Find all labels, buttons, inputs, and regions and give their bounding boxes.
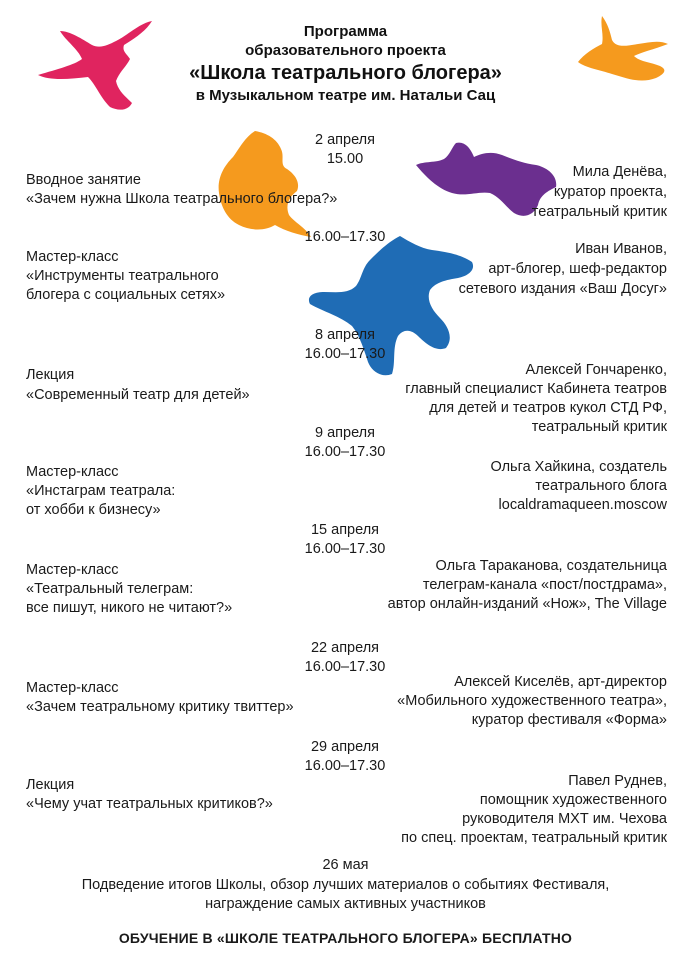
session-speaker: телеграм-канала «пост/постдрама», [422,577,667,593]
session-speaker: Павел Руднев, [568,773,667,789]
session-speaker: помощник художественного [479,792,667,808]
session-date: 9 апреля [315,425,375,441]
session-title: блогера с социальных сетях» [26,287,226,303]
session-time: 16.00–17.30 [304,758,386,774]
session-speaker: куратор фестиваля «Форма» [471,712,667,728]
session-title: «Современный театр для детей» [26,387,250,403]
session-speaker: Ольга Тараканова, создательница [435,558,667,574]
venue-name: в Музыкальном театре им. Натальи Сац [195,87,496,104]
project-name: «Школа театрального блогера» [189,62,502,84]
session-title: от хобби к бизнесу» [26,502,161,518]
session-speaker: театральный критик [531,204,667,220]
session-speaker: театральный критик [531,419,667,435]
session-speaker: автор онлайн-изданий «Нож», The Village [387,596,667,612]
session-time: 15.00 [326,151,364,167]
session-time: 16.00–17.30 [304,229,386,245]
session-title: «Инстаграм театрала: [26,483,176,499]
session-title: «Инструменты театрального [26,268,219,284]
session-speaker: localdramaqueen.moscow [498,497,667,513]
session-speaker: Алексей Киселёв, арт-директор [454,674,667,690]
session-speaker: Иван Иванов, [575,241,667,257]
final-description: награждение самых активных участников [205,896,486,912]
session-type: Мастер-класс [26,464,119,480]
session-speaker: куратор проекта, [553,184,667,200]
session-title: «Зачем нужна Школа театрального блогера?» [26,191,338,207]
session-type: Мастер-класс [26,249,119,265]
session-time: 16.00–17.30 [304,346,386,362]
session-speaker: для детей и театров кукол СТД РФ, [429,400,667,416]
session-type: Мастер-класс [26,562,119,578]
session-speaker: Мила Денёва, [572,164,667,180]
session-title: все пишут, никого не читают?» [26,600,233,616]
session-time: 16.00–17.30 [304,541,386,557]
session-speaker: главный специалист Кабинета театров [405,381,667,397]
session-speaker: Ольга Хайкина, создатель [490,459,667,475]
session-speaker: по спец. проектам, театральный критик [401,830,667,846]
session-date: 22 апреля [310,640,380,656]
session-speaker: арт-блогер, шеф-редактор [488,261,667,277]
final-description: Подведение итогов Школы, обзор лучших материалов о событиях Фестиваля, [81,877,610,893]
session-date: 2 апреля [315,132,375,148]
program-title: Программа [303,23,388,40]
session-type: Лекция [26,367,75,383]
session-title: «Чему учат театральных критиков?» [26,796,273,812]
free-note: ОБУЧЕНИЕ В «ШКОЛЕ ТЕАТРАЛЬНОГО БЛОГЕРА» БЕСПЛАТНО [118,930,573,946]
final-date: 26 мая [322,857,369,873]
session-type: Лекция [26,777,75,793]
program-subtitle: образовательного проекта [245,42,446,59]
session-type: Вводное занятие [26,172,141,188]
session-type: Мастер-класс [26,680,119,696]
session-date: 29 апреля [310,739,380,755]
session-speaker: театрального блога [535,478,667,494]
session-speaker: сетевого издания «Ваш Досуг» [458,281,667,297]
session-time: 16.00–17.30 [304,659,386,675]
session-title: «Театральный телеграм: [26,581,194,597]
session-title: «Зачем театральному критику твиттер» [26,699,294,715]
session-speaker: руководителя МХТ им. Чехова [462,811,667,827]
session-date: 8 апреля [315,327,375,343]
session-speaker: Алексей Гончаренко, [525,362,667,378]
session-time: 16.00–17.30 [304,444,386,460]
session-speaker: «Мобильного художественного театра», [397,693,667,709]
session-date: 15 апреля [310,522,380,538]
